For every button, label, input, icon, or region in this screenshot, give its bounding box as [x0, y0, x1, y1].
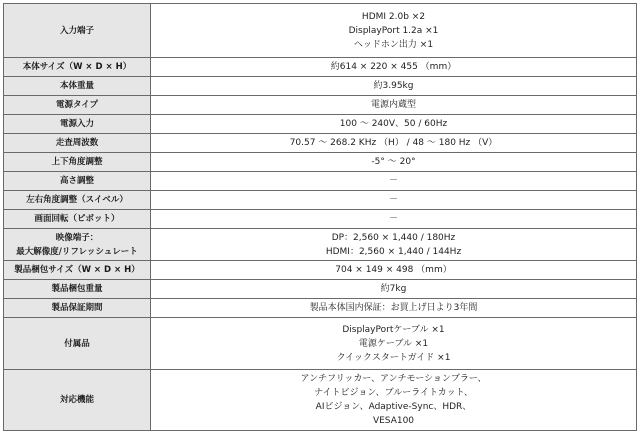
spec-row — [4, 210, 637, 229]
spec-value — [151, 370, 637, 431]
spec-label: 対応機能 — [4, 370, 151, 431]
spec-label: 付属品 — [4, 318, 151, 370]
spec-label: 上下角度調整 — [4, 153, 151, 172]
spec-value-line: 電源ケーブル ×1 — [358, 338, 429, 349]
spec-value — [151, 172, 637, 191]
spec-value-line: クイックスタートガイド ×1 — [336, 352, 451, 363]
spec-row — [4, 280, 637, 299]
spec-label: 電源入力 — [4, 115, 151, 134]
spec-row — [4, 172, 637, 191]
spec-value-line: － — [388, 195, 398, 205]
spec-table — [3, 3, 637, 431]
spec-value — [151, 115, 637, 134]
spec-row — [4, 77, 637, 96]
spec-value-line: HDMI：2,560 × 1,440 / 144Hz — [325, 246, 462, 257]
spec-label: 製品保証期間 — [4, 299, 151, 318]
spec-label: 製品梱包重量 — [4, 280, 151, 299]
spec-table-body — [4, 4, 637, 431]
spec-value — [151, 153, 637, 172]
spec-value — [151, 4, 637, 58]
spec-row — [4, 115, 637, 134]
spec-value-line: 電源内蔵型 — [370, 100, 416, 110]
spec-row — [4, 318, 637, 370]
spec-label — [4, 229, 151, 261]
spec-row — [4, 4, 637, 58]
spec-value-line: ナイトビジョン、ブルーライトカット、 — [314, 388, 473, 398]
spec-value-line: -5° ～ 20° — [371, 157, 416, 167]
spec-value-line: 製品本体国内保証：お買上げ日より3年間 — [309, 303, 478, 313]
spec-value-line: － — [388, 176, 398, 186]
spec-value-line: － — [388, 214, 398, 224]
spec-value-line: DisplayPortケーブル ×1 — [342, 324, 445, 335]
spec-value — [151, 261, 637, 280]
spec-value-line: VESA100 — [372, 416, 415, 426]
spec-value — [151, 134, 637, 153]
spec-value-line: 約3.95kg — [373, 81, 414, 91]
spec-row — [4, 299, 637, 318]
spec-value-line: DP：2,560 × 1,440 / 180Hz — [331, 232, 456, 243]
spec-value-line: 100 ～ 240V、50 / 60Hz — [339, 119, 448, 129]
spec-row — [4, 134, 637, 153]
spec-label: 本体サイズ（W × D × H） — [4, 58, 151, 77]
spec-label: 製品梱包サイズ（W × D × H） — [4, 261, 151, 280]
spec-value — [151, 299, 637, 318]
spec-value — [151, 318, 637, 370]
spec-label: 電源タイプ — [4, 96, 151, 115]
spec-value — [151, 229, 637, 261]
spec-row — [4, 261, 637, 280]
spec-row — [4, 58, 637, 77]
spec-value-line: 約614 × 220 × 455 （mm） — [330, 62, 457, 72]
spec-value-line: DisplayPort 1.2a ×1 — [348, 25, 439, 36]
spec-row — [4, 229, 637, 261]
spec-label: 本体重量 — [4, 77, 151, 96]
spec-label: 入力端子 — [4, 4, 151, 58]
spec-value — [151, 58, 637, 77]
spec-value-line: ヘッドホン出力 ×1 — [353, 39, 434, 50]
spec-value — [151, 191, 637, 210]
spec-row — [4, 153, 637, 172]
spec-label: 左右角度調整（スイベル） — [4, 191, 151, 210]
spec-label: 画面回転（ピボット） — [4, 210, 151, 229]
spec-value — [151, 77, 637, 96]
spec-label-line: 最大解像度/リフレッシュレート — [16, 246, 138, 257]
spec-label: 高さ調整 — [4, 172, 151, 191]
spec-value-line: 704 × 149 × 498 （mm） — [335, 265, 452, 275]
spec-value-line: 約7kg — [380, 284, 407, 294]
spec-value-line: アンチフリッカー、アンチモーションブラー、 — [300, 374, 487, 384]
spec-label: 走査周波数 — [4, 134, 151, 153]
spec-value — [151, 280, 637, 299]
spec-row — [4, 191, 637, 210]
spec-value-line: AIビジョン、Adaptive-Sync、HDR、 — [315, 402, 472, 412]
spec-value-line: HDMI 2.0b ×2 — [361, 11, 426, 22]
spec-value — [151, 96, 637, 115]
spec-value — [151, 210, 637, 229]
spec-row — [4, 370, 637, 431]
spec-value-line: 70.57 ～ 268.2 KHz （H） / 48 ～ 180 Hz （V） — [289, 138, 498, 148]
spec-row — [4, 96, 637, 115]
spec-label-line: 映像端子： — [55, 232, 99, 243]
